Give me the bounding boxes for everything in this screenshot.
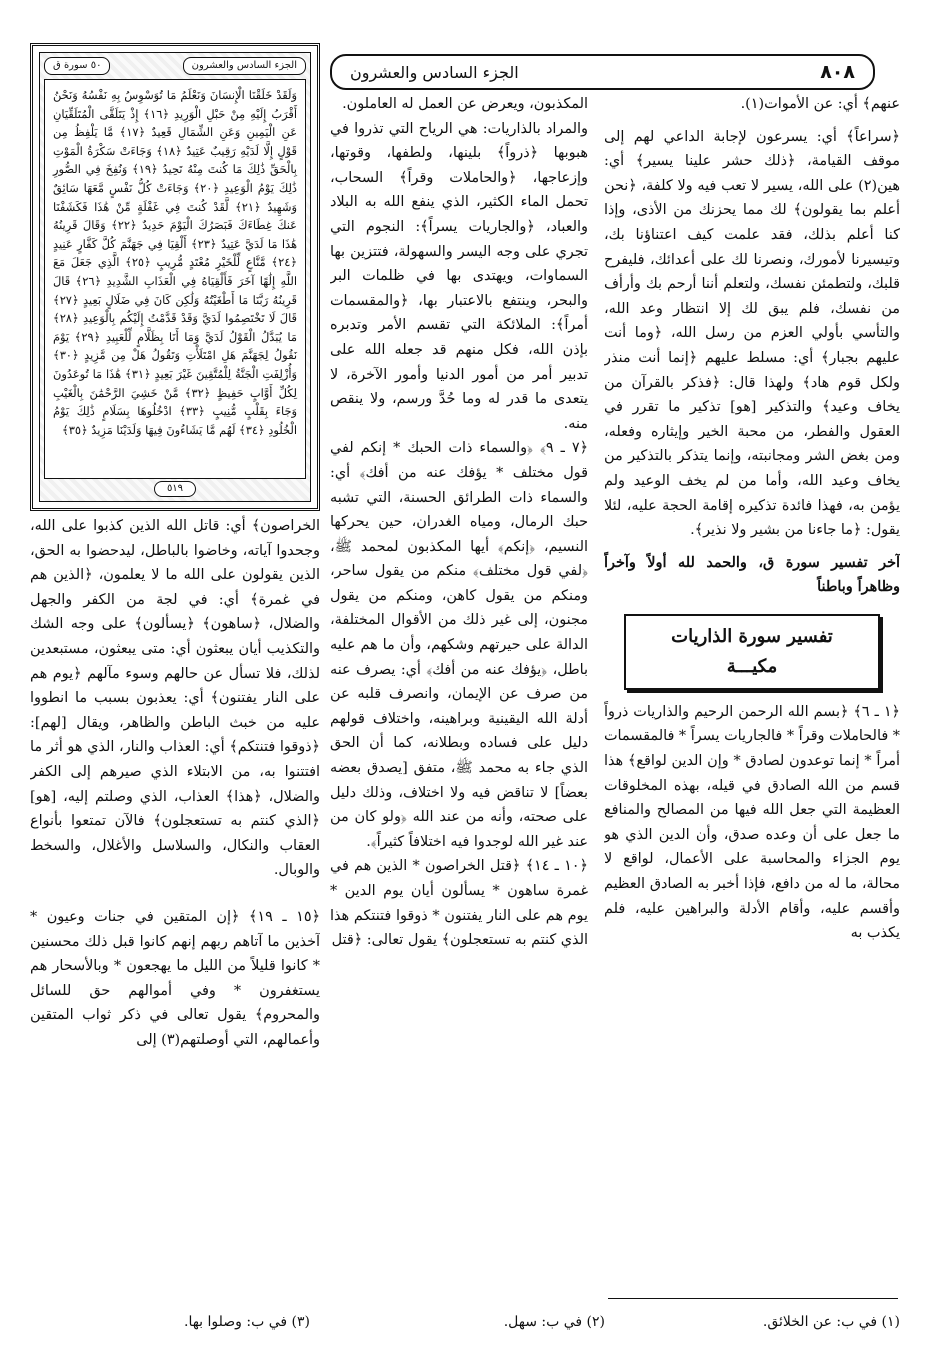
footnote-divider: [608, 1298, 898, 1299]
paragraph: ﴿١ ـ ٦﴾ ﴿بسم الله الرحمن الرحيم والذاريات ذرواً * فالحاملات وقراً * فالجاريات يسراً * فالمقسمات أمراً * إنما توعدون لصادق * وإن الدين لواقع﴾ هذا قسم من الله الصادق في قيله، بهذه المخلوقات العظيمة التي جعل الله فيها من المصالح والمنافع ما جعل على أن وعده صدق، وأن الدين الذي هو يوم الجزاء والمحاسبة على الأعمال، لواقع لا محالة، ما له من دافع، فإذا أخبر به الصادق العظيم وأقسم عليه، وأقام الأدلة والبراهين عليه، فلم يكذب به: [604, 703, 900, 942]
part-title: الجزء السادس والعشرون: [350, 62, 519, 82]
surah-closing-note: آخر تفسير سورة ق، والحمد لله أولاً وآخراً وظاهراً وباطناً: [604, 553, 900, 596]
footnote-1: (١) في ب: عن الخلائق.: [762, 1314, 900, 1330]
right-text-column: [604, 92, 900, 1214]
quran-surah-label: ٥٠ سورة ق: [44, 57, 110, 75]
paragraph: ﴿١٥ ـ ١٩﴾ ﴿إن المتقين في جنات وعيون * آخذين ما آتاهم ربهم إنهم كانوا قبل ذلك محسنين * كانوا قليلاً من الليل ما يهجعون * وبالأسحار هم يستغفرون * وفي أموالهم حق للسائل والمحروم﴾ يقول تعالى في ذكر ثواب المتقين وأعمالهم، التي أوصلتهم(٣) إلى: [30, 908, 320, 1048]
middle-text-column: [330, 92, 588, 1214]
footnote-3: (٣) في ب: وصلوا بها.: [184, 1314, 310, 1330]
paragraph: ﴿٧ ـ ٩﴾ ﴿والسماء ذات الحبك * إنكم لفي قول مختلف * يؤفك عنه من أفك﴾ أي: والسماء ذات الطرائق الحسنة، التي تشبه حبك الرمال، ومياه الغدران، حين يحركها النسيم، ﴿إنكم﴾ أيها المكذبون لمحمد ﷺ، ﴿لفي قول مختلف﴾ منكم من يقول ساحر، ومنكم من يقول كاهن، ومنكم من يقول مجنون، إلى غير ذلك من الأقوال المختلفة، الدالة على حيرتهم وشكهم، وأن ما هم عليه باطل، ﴿يؤفك عنه من أفك﴾ أي: يصرف عنه من صرف عن الإيمان، وانصرف قلبه عن أدلة الله اليقينية وبراهينه، واختلاف قولهم دليل على فساده وبطلانه، كما أن الحق الذي جاء به محمد ﷺ، متفق [يصدق بعضه بعضاً] لا تناقض فيه ولا اختلاف، وذلك دليل على صحته، وأنه من عند الله ﴿ولو كان من عند غير الله لوجدوا فيه اختلافاً كثيراً﴾.: [330, 440, 588, 850]
paragraph: عنهم﴾ أي: عن الأموات(١).: [740, 96, 900, 112]
paragraph: ﴿سراعاً﴾ أي: يسرعون لإجابة الداعي لهم إلى موقف القيامة، ﴿ذلك حشر علينا يسير﴾ أي: هين(٢) على الله، يسير لا تعب فيه ولا كلفة، ﴿نحن أعلم بما يقولون﴾ لك مما يحزنك من الأذى، وإذا كنا أعلم بذلك، فقد علمت كيف اعتناؤنا بك، وتيسيرنا لأمورك، ونصرنا لك على أعدائك، فليفرح قلبك، ولتطمئن نفسك، ولتعلم أننا أرحم بك وأرأف من نفسك، فلم يبق لك إلا انتظار وعد الله، والتأسي بأولي العزم من رسل الله، ﴿وما أنت عليهم بجبار﴾ أي: مسلط عليهم ﴿إنما أنت منذر ولكل قوم هاد﴾ ولهذا قال: ﴿فذكر بالقرآن من يخاف وعيد﴾ والتذكير [هو] تذكير ما تقرر في العقول والفطر، من محبة الخير وإيثاره وفعله، ومن بغض الشر ومجانبته، وإنما يتذكر بالتذكير من يخاف وعيد الله، وأما من لم يخف الوعيد ولم يؤمن به، فهذا فائدة تذكيره إقامة الحجة عليه، لئلا يقول: ﴿ما جاءنا من بشير ولا نذير﴾.: [604, 128, 900, 539]
quran-juz-label: الجزء السادس والعشرون: [183, 57, 306, 75]
section-title-box: [624, 614, 880, 690]
page-number: ٨٠٨: [820, 61, 855, 83]
paragraph: الخراصون﴾ أي: قاتل الله الذين كذبوا على الله، وجحدوا آياته، وخاضوا بالباطل، ليدحضوا به الحق، الذين يقولون على الله ما لا يعلمون، ﴿الذين هم في غمرة﴾ أي: في لجة من الكفر والجهل والضلال، ﴿ساهون﴾ ﴿يسألون﴾ على وجه الشك والتكذيب أيان يبعثون أي: متى يبعثون، مستبعدين لذلك، فلا تسأل عن حالهم وسوء مآلهم ﴿يوم هم على النار يفتنون﴾ أي: يعذبون بسبب ما انطووا عليه من خبث الباطن والظاهر، ويقال [لهم]: ﴿ذوقوا فتنتكم﴾ أي: العذاب والنار، الذي هو أثر ما افتتنوا به، من الابتلاء الذي صيرهم إلى الكفر والضلال، ﴿هذا﴾ العذاب، الذي وصلتم إليه، [هو] ﴿الذي كنتم به تستعجلون﴾ فالآن تمتعوا بأنواع العقاب والنكال، والسلاسل والأغلال، والسخط والوبال.: [30, 518, 320, 879]
quran-verses-text: وَلَقَدْ خَلَقْنَا الْإِنسَانَ وَنَعْلَمُ مَا تُوَسْوِسُ بِهِ نَفْسُهُ وَنَحْنُ أَقْرَبُ إِلَيْهِ مِنْ حَبْلِ الْوَرِيدِ ﴿١٦﴾ إِذْ يَتَلَقَّى الْمُتَلَقِّيَانِ عَنِ الْيَمِينِ وَعَنِ الشِّمَالِ قَعِيدٌ ﴿١٧﴾ مَّا يَلْفِظُ مِن قَوْلٍ إِلَّا لَدَيْهِ رَقِيبٌ عَتِيدٌ ﴿١٨﴾ وَجَاءَتْ سَكْرَةُ الْمَوْتِ بِالْحَقِّ ذَٰلِكَ مَا كُنتَ مِنْهُ تَحِيدُ ﴿١٩﴾ وَنُفِخَ فِي الصُّورِ ذَٰلِكَ يَوْمُ الْوَعِيدِ ﴿٢٠﴾ وَجَاءَتْ كُلُّ نَفْسٍ مَّعَهَا سَائِقٌ وَشَهِيدٌ ﴿٢١﴾ لَّقَدْ كُنتَ فِي غَفْلَةٍ مِّنْ هَٰذَا فَكَشَفْنَا عَنكَ غِطَاءَكَ فَبَصَرُكَ الْيَوْمَ حَدِيدٌ ﴿٢٢﴾ وَقَالَ قَرِينُهُ هَٰذَا مَا لَدَيَّ عَتِيدٌ ﴿٢٣﴾ أَلْقِيَا فِي جَهَنَّمَ كُلَّ كَفَّارٍ عَنِيدٍ ﴿٢٤﴾ مَّنَّاعٍ لِّلْخَيْرِ مُعْتَدٍ مُّرِيبٍ ﴿٢٥﴾ الَّذِي جَعَلَ مَعَ اللَّهِ إِلَٰهًا آخَرَ فَأَلْقِيَاهُ فِي الْعَذَابِ الشَّدِيدِ ﴿٢٦﴾ قَالَ قَرِينُهُ رَبَّنَا مَا أَطْغَيْتُهُ وَلَٰكِن كَانَ فِي ضَلَالٍ بَعِيدٍ ﴿٢٧﴾ قَالَ لَا تَخْتَصِمُوا لَدَيَّ وَقَدْ قَدَّمْتُ إِلَيْكُم بِالْوَعِيدِ ﴿٢٨﴾ مَا يُبَدَّلُ الْقَوْلُ لَدَيَّ وَمَا أَنَا بِظَلَّامٍ لِّلْعَبِيدِ ﴿٢٩﴾ يَوْمَ نَقُولُ لِجَهَنَّمَ هَلِ امْتَلَأْتِ وَتَقُولُ هَلْ مِن مَّزِيدٍ ﴿٣٠﴾ وَأُزْلِفَتِ الْجَنَّةُ لِلْمُتَّقِينَ غَيْرَ بَعِيدٍ ﴿٣١﴾ هَٰذَا مَا تُوعَدُونَ لِكُلِّ أَوَّابٍ حَفِيظٍ ﴿٣٢﴾ مَّنْ خَشِيَ الرَّحْمَٰنَ بِالْغَيْبِ وَجَاءَ بِقَلْبٍ مُّنِيبٍ ﴿٣٣﴾ ادْخُلُوهَا بِسَلَامٍ ذَٰلِكَ يَوْمُ الْخُلُودِ ﴿٣٤﴾ لَهُم مَّا يَشَاءُونَ فِيهَا وَلَدَيْنَا مَزِيدٌ ﴿٣٥﴾: [44, 79, 306, 479]
running-header: [330, 54, 875, 90]
left-text-column: [30, 514, 320, 1214]
paragraph: ﴿١٠ ـ ١٤﴾ ﴿قتل الخراصون * الذين هم في غمرة ساهون * يسألون أيان يوم الدين * يوم هم على النار يفتنون * ذوقوا فتنتكم هذا الذي كنتم به تستعجلون﴾ يقول تعالى: ﴿قتل: [330, 858, 588, 949]
quran-page-footer: [40, 481, 310, 497]
quran-page-number: ٥١٩: [154, 481, 196, 497]
section-subtitle: مكيـــة: [726, 655, 778, 677]
quran-page-frame: [39, 52, 311, 502]
paragraph: المكذبون، ويعرض عن العمل له العاملون.: [342, 96, 588, 112]
section-title: تفسير سورة الذاريات: [671, 625, 833, 647]
footnote-2: (٢) في ب: سهل.: [503, 1314, 605, 1330]
footnotes: [30, 1314, 900, 1330]
paragraph: والمراد بالذاريات: هي الرياح التي تذروا في هبوبها ﴿ذرواً﴾ بلينها، ولطفها، وقوتها، وإزعاجها، ﴿والحاملات وقراً﴾ السحاب، تحمل الماء الكثير، الذي ينفع الله به البلاد والعباد، ﴿والجاريات يسراً﴾: النجوم التي تجري على وجه اليسر والسهولة، فتتزين بها السماوات، ويهتدى بها في ظلمات البر والبحر، وينتفع بالاعتبار بها، ﴿والمقسمات أمراً﴾: الملائكة التي تقسم الأمر وتدبره بإذن الله، فكل منهم قد جعله الله على تدبير أمر من أمور الدنيا وأمور الآخرة، لا يتعدى ما قدر له وما حُدَّ ورسم، ولا ينقص منه.: [330, 120, 588, 432]
quran-page-header: [44, 57, 306, 75]
quran-page-panel: [30, 43, 320, 511]
